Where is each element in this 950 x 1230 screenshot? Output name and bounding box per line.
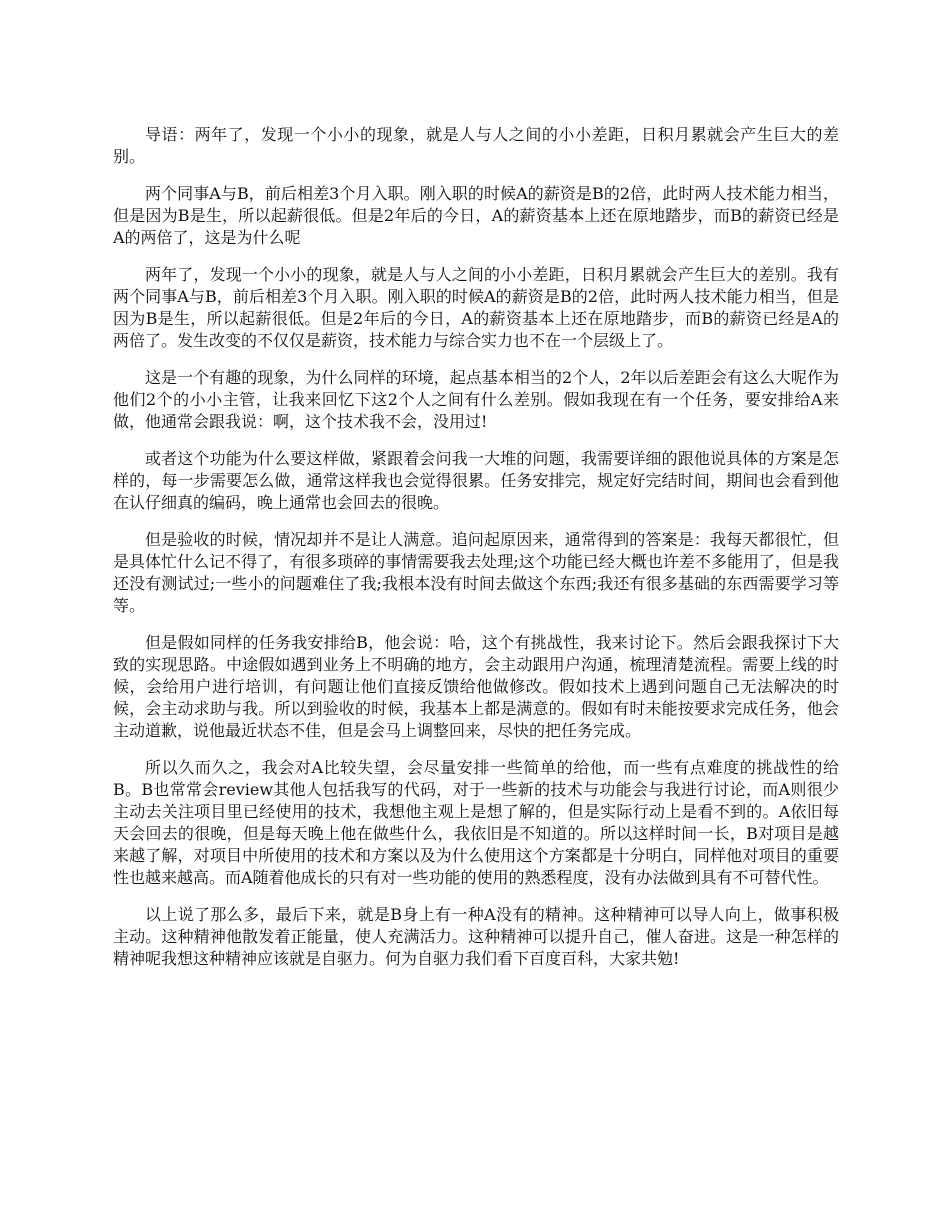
paragraph-5: 或者这个功能为什么要这样做，紧跟着会问我一大堆的问题，我需要详细的跟他说具体的方案是怎样的，每一步需要怎么做，通常这样我也会觉得很累。任务安排完，规定好完结时间，期间也会看到他在认仔细真的编码，晚上通常也会回去的很晚。 bbox=[113, 449, 839, 512]
paragraph-intro: 导语：两年了，发现一个小小的现象，就是人与人之间的小小差距，日积月累就会产生巨大的差别。 bbox=[113, 125, 839, 166]
paragraph-3: 两年了，发现一个小小的现象，就是人与人之间的小小差距，日积月累就会产生巨大的差别。我有两个同事A与B，前后相差3个月入职。刚入职的时候A的薪资是B的2倍，此时两人技术能力相当，但是因为B是生，所以起薪很低。但是2年后的今日，A的薪资基本上还在原地踏步，而B的薪资已经是A的两倍了。发生改变的不仅仅是薪资，技术能力与综合实力也不在一个层级上了。 bbox=[113, 265, 839, 350]
paragraph-9: 以上说了那么多，最后下来，就是B身上有一种A没有的精神。这种精神可以导人向上，做事积极主动。这种精神他散发着正能量，使人充满活力。这种精神可以提升自己，催人奋进。这是一种怎样的精神呢我想这种精神应该就是自驱力。何为自驱力我们看下百度百科，大家共勉! bbox=[113, 905, 839, 968]
paragraph-4: 这是一个有趣的现象，为什么同样的环境，起点基本相当的2个人，2年以后差距会有这么大呢作为他们2个的小小主管，让我来回忆下这2个人之间有什么差别。假如我现在有一个任务，要安排给A来做，他通常会跟我说：啊，这个技术我不会，没用过! bbox=[113, 368, 839, 431]
paragraph-7: 但是假如同样的任务我安排给B，他会说：哈，这个有挑战性，我来讨论下。然后会跟我探讨下大致的实现思路。中途假如遇到业务上不明确的地方，会主动跟用户沟通，梳理清楚流程。需要上线的时候，会给用户进行培训，有问题让他们直接反馈给他做修改。假如技术上遇到问题自己无法解决的时候，会主动求助与我。所以到验收的时候，我基本上都是满意的。假如有时未能按要求完成任务，他会主动道歉，说他最近状态不佳，但是会马上调整回来，尽快的把任务完成。 bbox=[113, 633, 839, 740]
paragraph-8: 所以久而久之，我会对A比较失望，会尽量安排一些简单的给他，而一些有点难度的挑战性的给B。B也常常会review其他人包括我写的代码，对于一些新的技术与功能会与我进行讨论，而A则很少主动去关注项目里已经使用的技术，我想他主观上是想了解的，但是实际行动上是看不到的。A依旧每天会回去的很晚，但是每天晚上他在做些什么，我依旧是不知道的。所以这样时间一长，B对项目是越来越了解，对项目中所使用的技术和方案以及为什么使用这个方案都是十分明白，同样他对项目的重要性也越来越高。而A随着他成长的只有对一些功能的使用的熟悉程度，没有办法做到具有不可替代性。 bbox=[113, 758, 839, 887]
paragraph-2: 两个同事A与B，前后相差3个月入职。刚入职的时候A的薪资是B的2倍，此时两人技术能力相当，但是因为B是生，所以起薪很低。但是2年后的今日，A的薪资基本上还在原地踏步，而B的薪资已经是A的两倍了，这是为什么呢 bbox=[113, 184, 839, 247]
document-body bbox=[113, 124, 839, 985]
paragraph-6: 但是验收的时候，情况却并不是让人满意。追问起原因来，通常得到的答案是：我每天都很忙，但是具体忙什么记不得了，有很多琐碎的事情需要我去处理;这个功能已经大概也许差不多能用了，但是我还没有测试过;一些小的问题难住了我;我根本没有时间去做这个东西;我还有很多基础的东西需要学习等等。 bbox=[113, 530, 839, 615]
